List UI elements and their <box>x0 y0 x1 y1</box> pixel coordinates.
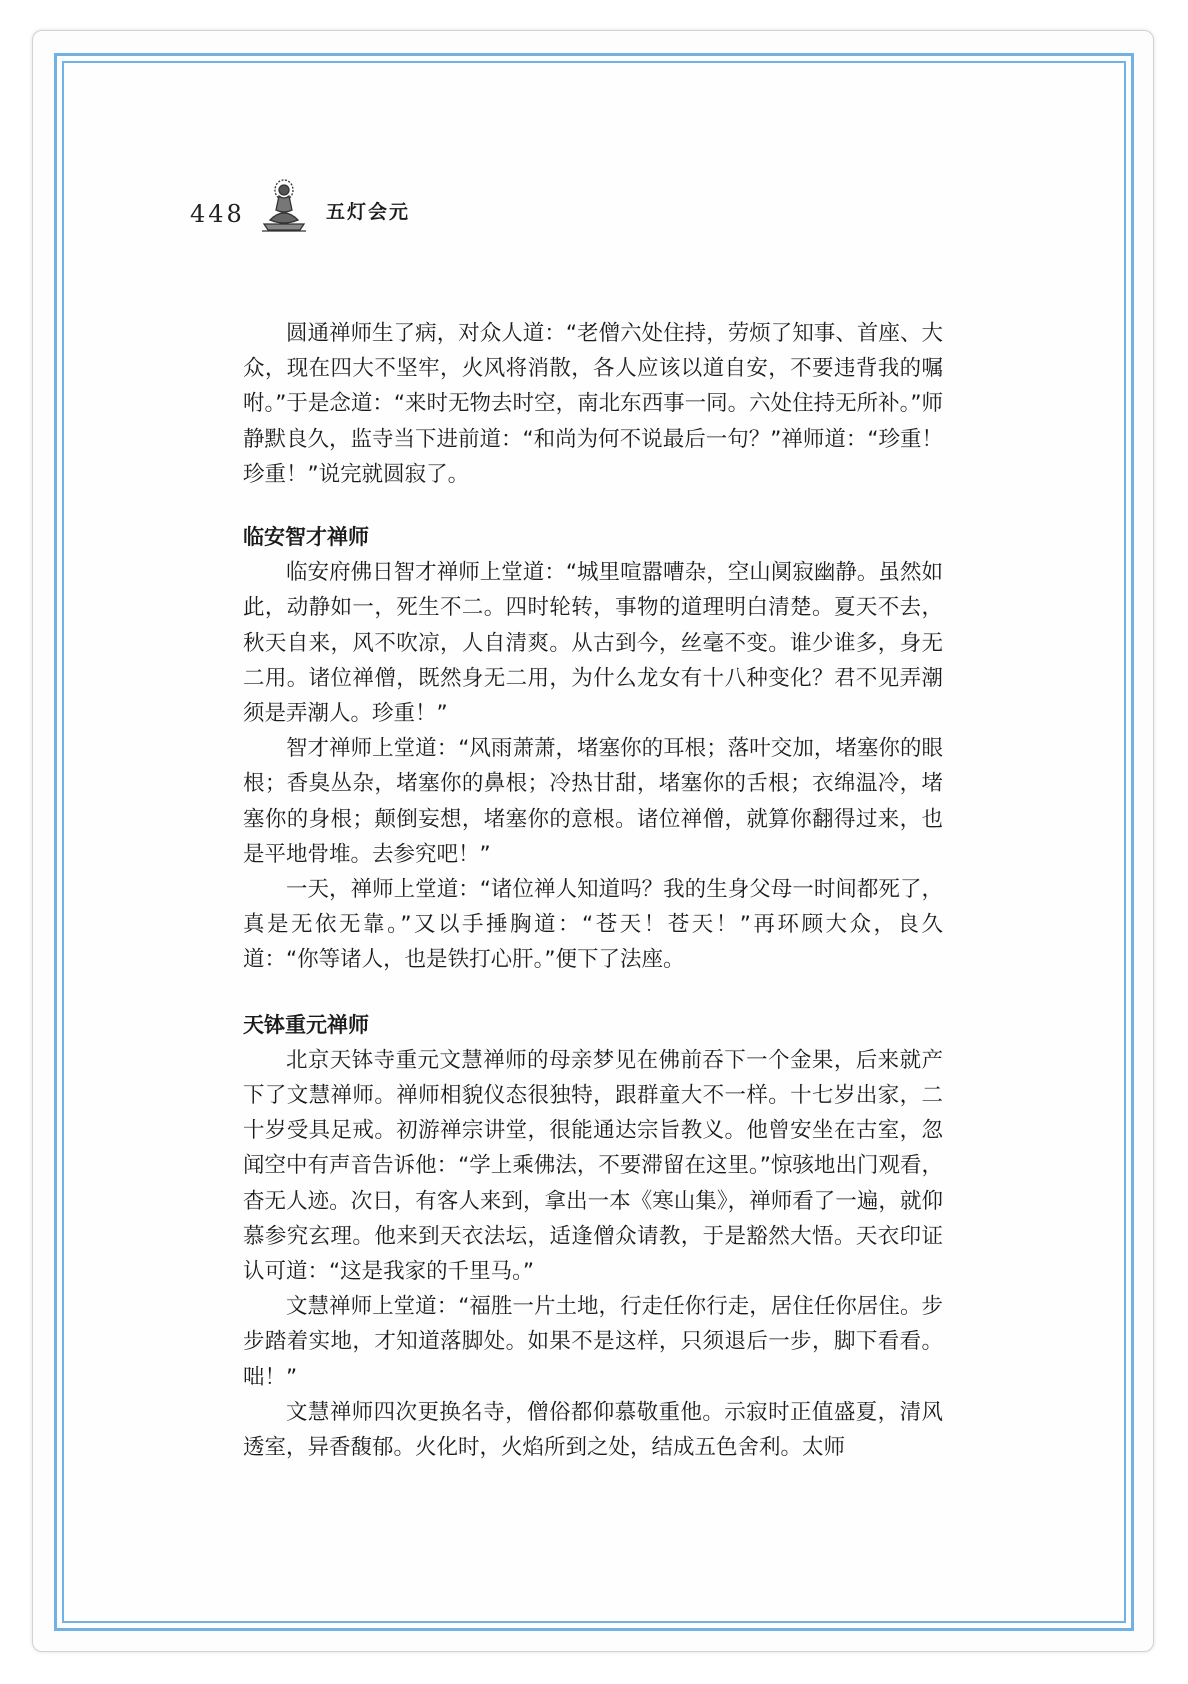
book-title: 五灯会元 <box>326 201 411 223</box>
seated-buddha-icon <box>258 176 310 232</box>
paragraph: 临安府佛日智才禅师上堂道：“城里喧嚣嘈杂，空山阒寂幽静。虽然如此，动静如一，死生不二。四时轮转，事物的道理明白清楚。夏天不去，秋天自来，风不吹凉，人自清爽。从古到今，丝毫不变。谁少谁多，身无二用。诸位禅僧，既然身无二用，为什么龙女有十八种变化？君不见弄潮须是弄潮人。珍重！” <box>243 560 943 727</box>
section-heading: 天钵重元禅师 <box>243 1012 369 1037</box>
paragraph: 文慧禅师上堂道：“福胜一片土地，行走任你行走，居住任你居住。步步踏着实地，才知道落脚处。如果不是这样，只须退后一步，脚下看看。咄！” <box>243 1294 943 1390</box>
section-heading: 临安智才禅师 <box>243 525 369 550</box>
page-body <box>243 316 943 1465</box>
paragraph: 北京天钵寺重元文慧禅师的母亲梦见在佛前吞下一个金果，后来就产下了文慧禅师。禅师相貌仪态很独特，跟群童大不一样。十七岁出家，二十岁受具足戒。初游禅宗讲堂，很能通达宗旨教义。他曾安坐在古室，忽闻空中有声音告诉他：“学上乘佛法，不要滞留在这里。”惊骇地出门观看，杳无人迹。次日，有客人来到，拿出一本《寒山集》，禅师看了一遍，就仰慕参究玄理。他来到天衣法坛，适逢僧众请教，于是豁然大悟。天衣印证认可道：“这是我家的千里马。” <box>243 1047 943 1285</box>
paragraph: 智才禅师上堂道：“风雨萧萧，堵塞你的耳根；落叶交加，堵塞你的眼根；香臭丛杂，堵塞你的鼻根；冷热甘甜，堵塞你的舌根；衣绵温冷，堵塞你的身根；颠倒妄想，堵塞你的意根。诸位禅僧，就算你翻得过来，也是平地骨堆。去参究吧！” <box>243 736 943 867</box>
paragraph: 文慧禅师四次更换名寺，僧俗都仰慕敬重他。示寂时正值盛夏，清风透室，异香馥郁。火化时，火焰所到之处，结成五色舍利。太师 <box>243 1399 943 1461</box>
paragraph: 一天，禅师上堂道：“诸位禅人知道吗？我的生身父母一时间都死了，真是无依无靠。”又以手捶胸道：“苍天！苍天！”再环顾大众，良久道：“你等诸人，也是铁打心肝。”便下了法座。 <box>243 877 943 973</box>
page-number: 448 <box>190 200 245 228</box>
paragraph: 圆通禅师生了病，对众人道：“老僧六处住持，劳烦了知事、首座、大众，现在四大不坚牢，火风将消散，各人应该以道自安，不要违背我的嘱咐。”于是念道：“来时无物去时空，南北东西事一同。六处住持无所补。”师静默良久，监寺当下进前道：“和尚为何不说最后一句？”禅师道：“珍重！珍重！”说完就圆寂了。 <box>243 321 943 487</box>
